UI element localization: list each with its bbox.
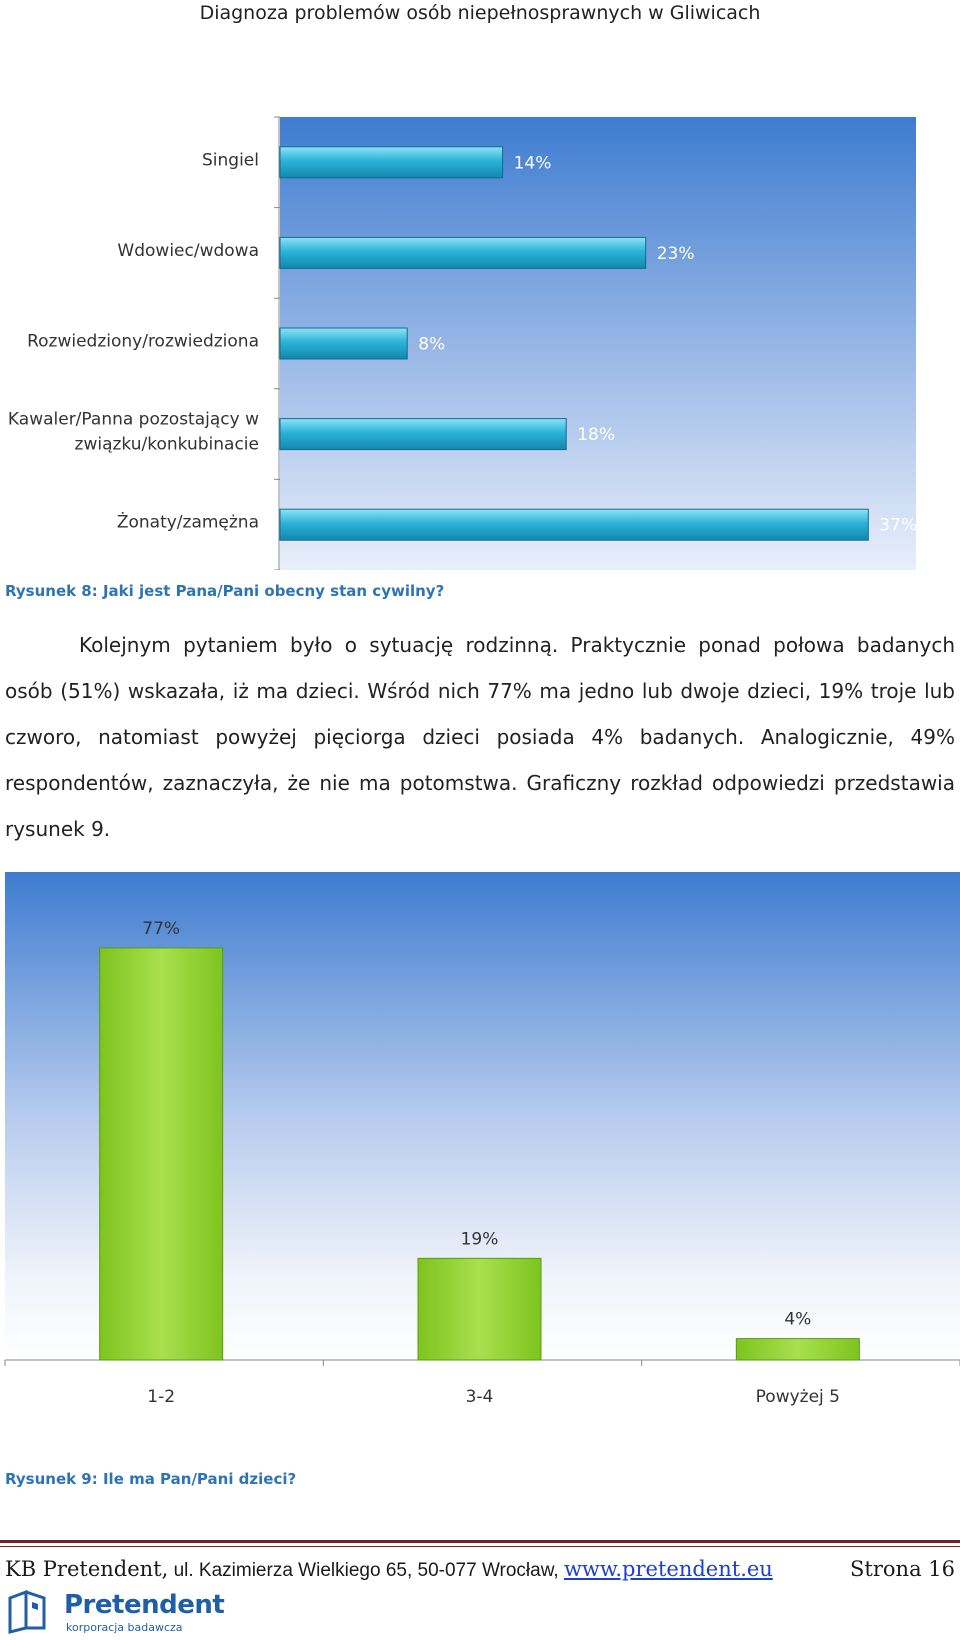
category-label: Żonaty/zamężna: [116, 512, 259, 533]
figure-9-caption: Rysunek 9: Ile ma Pan/Pani dzieci?: [5, 1470, 297, 1488]
data-label: 19%: [460, 1229, 499, 1250]
bar: [280, 237, 646, 268]
category-label: Powyżej 5: [755, 1387, 841, 1407]
bar: [280, 147, 503, 178]
data-label: 23%: [656, 243, 695, 264]
pretendent-logo: [4, 1588, 225, 1636]
footer-website-link[interactable]: www.pretendent.eu: [563, 1557, 773, 1581]
data-label: 14%: [513, 153, 552, 174]
logo-name: Pretendent: [64, 1590, 225, 1620]
data-label: 8%: [418, 334, 446, 355]
bar: [280, 328, 407, 359]
data-label: 18%: [577, 425, 615, 446]
footer-company: KB Pretendent,: [5, 1557, 169, 1581]
children-count-bar-chart: [0, 872, 960, 1432]
bar: [280, 419, 566, 450]
data-label: 37%: [879, 515, 918, 536]
bar: [736, 1339, 859, 1360]
figure-8-caption: Rysunek 8: Jaki jest Pana/Pani obecny stan cywilny?: [5, 582, 445, 600]
bar: [418, 1258, 541, 1360]
body-paragraph: [5, 622, 955, 852]
category-label: Kawaler/Panna pozostający w: [7, 409, 259, 430]
footer-rule: [0, 1540, 960, 1543]
page-number: Strona 16: [850, 1557, 955, 1581]
running-header: Diagnoza problemów osób niepełnosprawnych w Gliwicach: [199, 2, 761, 24]
category-label: Singiel: [202, 150, 259, 171]
bar: [100, 948, 223, 1360]
data-label: 77%: [142, 919, 181, 939]
marital-status-bar-chart: [0, 110, 960, 570]
category-label: Wdowiec/wdowa: [117, 240, 259, 261]
category-label: 1-2: [147, 1387, 176, 1407]
footer-rule-thin: [0, 1546, 960, 1547]
logo-mark-icon: [4, 1588, 52, 1634]
logo-subtitle: korporacja badawcza: [66, 1621, 183, 1634]
category-label: Rozwiedziony/rozwiedziona: [27, 331, 259, 352]
paragraph-text: Kolejnym pytaniem było o sytuację rodzinną. Praktycznie ponad połowa badanych osób (51%) wskazała, iż ma dzieci. Wśród nich 77% ma jedno lub dwoje dzieci, 19% troje lub czworo, natomiast powyżej pięciorga dzieci posiada 4% badanych. Analogicznie, 49% respondentów, zaznaczyła, że nie ma potomstwa. Graficzny rozkład odpowiedzi przedstawia rysunek 9.: [5, 633, 955, 841]
footer: [5, 1557, 955, 1585]
bar: [280, 509, 868, 540]
category-label: związku/konkubinacie: [74, 434, 259, 455]
data-label: 4%: [784, 1309, 812, 1330]
footer-address: ul. Kazimierza Wielkiego 65, 50-077 Wrocław,: [168, 1560, 564, 1581]
category-label: 3-4: [465, 1387, 494, 1407]
